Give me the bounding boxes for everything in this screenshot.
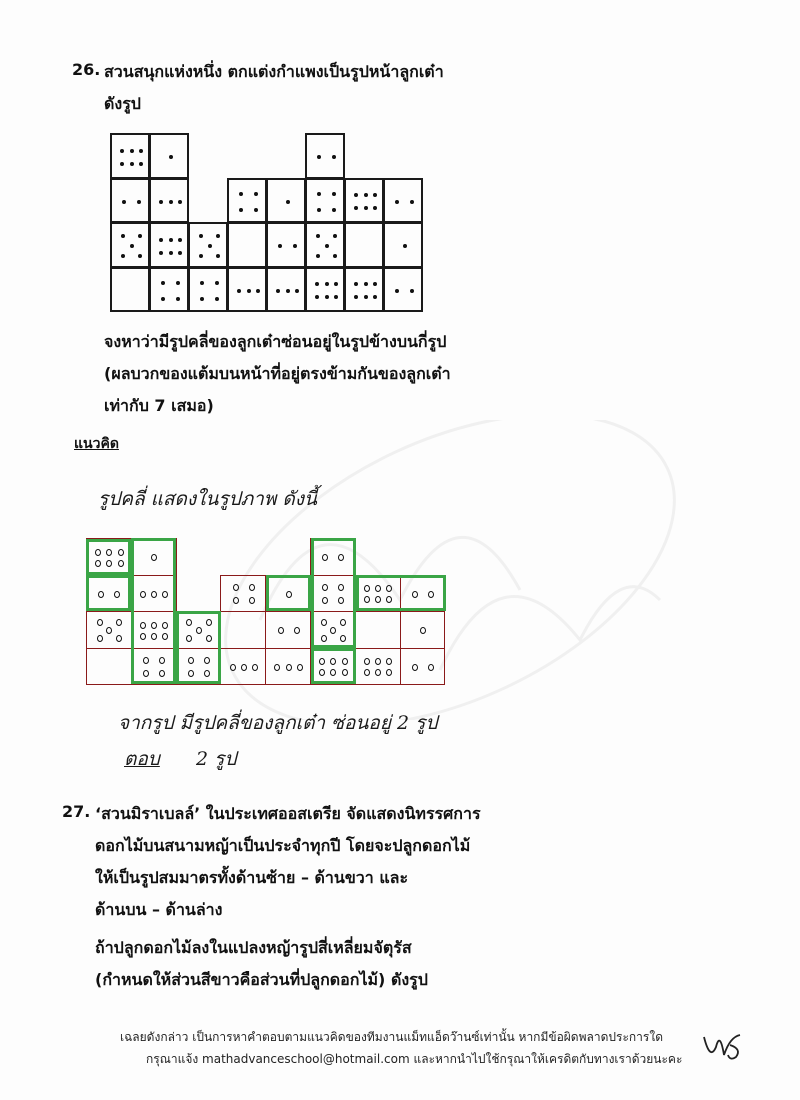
- dice-cell: [265, 611, 311, 649]
- dice-pip: [286, 289, 290, 293]
- dice-pip: [215, 297, 219, 301]
- dice-pip: [354, 206, 358, 210]
- dice-cell: [227, 267, 267, 313]
- dice-pip: [199, 254, 203, 258]
- dice-pip: [286, 664, 292, 671]
- dice-pip: [354, 295, 358, 299]
- dice-pip: [333, 254, 337, 258]
- dice-cell: [383, 222, 423, 268]
- dice-pip: [178, 200, 182, 204]
- dice-pip: [295, 289, 299, 293]
- dice-pip: [178, 238, 182, 242]
- solution-conclusion: จากรูป มีรูปคลี่ของลูกเต๋า ซ่อนอยู่ 2 รูป: [118, 712, 438, 734]
- dice-cell: [355, 611, 401, 649]
- dice-pip: [332, 208, 336, 212]
- dice-cell: [227, 178, 267, 224]
- dice-cell: [86, 611, 132, 649]
- dice-pip: [233, 584, 239, 591]
- dice-pip: [325, 295, 329, 299]
- question-26-number: 26.: [72, 60, 101, 79]
- dice-pip: [200, 281, 204, 285]
- dice-pip: [120, 162, 124, 166]
- dice-pip: [276, 289, 280, 293]
- dice-pip: [237, 289, 241, 293]
- dice-pip: [286, 200, 290, 204]
- dice-pip: [139, 162, 143, 166]
- dice-pip: [254, 192, 258, 196]
- answer-label: ตอบ: [124, 748, 160, 770]
- dice-pip: [159, 200, 163, 204]
- dice-pip: [130, 244, 134, 248]
- dice-pip: [274, 664, 280, 671]
- dice-pip: [316, 254, 320, 258]
- dice-pip: [364, 669, 370, 676]
- handwritten-initials: [700, 1025, 760, 1065]
- dice-cell: [400, 611, 446, 649]
- dice-cell: [220, 575, 266, 613]
- question-27-text-line1: ‘สวนมิราเบลล์’ ในประเทศออสเตรีย จัดแสดงนิทรรศการ: [95, 804, 481, 823]
- dice-pip: [106, 627, 112, 634]
- dice-cell: [265, 648, 311, 686]
- solution-heading: แนวคิด: [74, 436, 119, 452]
- dice-pip: [169, 238, 173, 242]
- dice-pip: [159, 238, 163, 242]
- dice-pip: [239, 192, 243, 196]
- dice-pip: [420, 627, 426, 634]
- dice-pip: [208, 244, 212, 248]
- dice-cell: [220, 611, 266, 649]
- dice-pip: [120, 149, 124, 153]
- question-27-text-line6: (กำหนดให้ส่วนสีขาวคือส่วนที่ปลูกดอกไม้) ดังรูป: [95, 970, 428, 989]
- question-26-prompt-line2: (ผลบวกของแต้มบนหน้าที่อยู่ตรงข้ามกันของลูกเต๋า: [104, 364, 451, 383]
- dice-cell: [305, 267, 345, 313]
- dice-cell: [149, 133, 189, 179]
- net-outline: [176, 611, 221, 684]
- dice-pip: [241, 664, 247, 671]
- net-outline: [311, 538, 356, 648]
- dice-pip: [373, 193, 377, 197]
- footer-disclaimer-line2: กรุณาแจ้ง mathadvanceschool@hotmail.com และหากนำไปใช้กรุณาให้เครดิตกับทางเราด้วยนะคะ: [146, 1052, 683, 1066]
- dice-pip: [364, 658, 370, 665]
- dice-pip: [121, 254, 125, 258]
- dice-pip: [373, 282, 377, 286]
- footer-disclaimer-line1: เฉลยดังกล่าว เป็นการหาคำตอบตามแนวคิดของทีมงานแม็ทแอ็ดว๊านซ์เท่านั้น หากมีข้อผิดพลาดประการใด: [120, 1030, 663, 1044]
- dice-pip: [395, 200, 399, 204]
- dice-pip: [116, 619, 122, 626]
- dice-pip: [325, 282, 329, 286]
- dice-pip: [199, 234, 203, 238]
- dice-pip: [252, 664, 258, 671]
- dice-cell: [110, 178, 150, 224]
- dice-pip: [216, 254, 220, 258]
- dice-cell: [188, 267, 228, 313]
- net-outline: [131, 538, 176, 684]
- dice-cell: [383, 267, 423, 313]
- dice-pip: [403, 244, 407, 248]
- dice-pip: [116, 635, 122, 642]
- question-26-prompt-line3: เท่ากับ 7 เสมอ): [104, 396, 214, 415]
- dice-pip: [161, 297, 165, 301]
- dice-pip: [169, 200, 173, 204]
- dice-pip: [176, 281, 180, 285]
- dice-pip: [249, 584, 255, 591]
- dice-pip: [278, 244, 282, 248]
- question-26-text-line2: ดังรูป: [104, 94, 141, 113]
- dice-pip: [138, 234, 142, 238]
- question-27-text-line5: ถ้าปลูกดอกไม้ลงในแปลงหญ้ารูปสี่เหลี่ยมจัตุรัส: [95, 938, 412, 957]
- dice-pip: [97, 635, 103, 642]
- net-outline: [311, 648, 356, 684]
- dice-pip: [332, 155, 336, 159]
- question-27-text-line3: ให้เป็นรูปสมมาตรทั้งด้านซ้าย – ด้านขวา และ: [95, 868, 409, 887]
- dice-pip: [317, 192, 321, 196]
- dice-pip: [121, 234, 125, 238]
- dice-cell: [344, 267, 384, 313]
- dice-cell: [266, 267, 306, 313]
- dice-pip: [410, 289, 414, 293]
- dice-pip: [139, 149, 143, 153]
- dice-pip: [375, 669, 381, 676]
- dice-cell: [149, 178, 189, 224]
- dice-pip: [293, 244, 297, 248]
- dice-pip: [176, 297, 180, 301]
- dice-pip: [334, 295, 338, 299]
- solution-note: รูปคลี่ แสดงในรูปภาพ ดังนี้: [98, 488, 318, 510]
- dice-cell: [110, 222, 150, 268]
- dice-pip: [315, 282, 319, 286]
- dice-cell: [86, 648, 132, 686]
- dice-pip: [317, 155, 321, 159]
- dice-pip: [317, 208, 321, 212]
- dice-cell: [305, 133, 345, 179]
- dice-pip: [375, 658, 381, 665]
- dice-cell: [227, 222, 267, 268]
- question-26-text-line1: สวนสนุกแห่งหนึ่ง ตกแต่งกำแพงเป็นรูปหน้าลูกเต๋า: [104, 62, 444, 81]
- dice-cell: [383, 178, 423, 224]
- dice-pip: [325, 244, 329, 248]
- question-27-text-line4: ด้านบน – ด้านล่าง: [95, 900, 223, 919]
- dice-pip: [130, 149, 134, 153]
- dice-cell: [344, 178, 384, 224]
- dice-pip: [294, 627, 300, 634]
- dice-cell: [305, 178, 345, 224]
- dice-pip: [428, 664, 434, 671]
- net-outline: [86, 539, 131, 575]
- dice-pip: [233, 597, 239, 604]
- dice-cell: [110, 133, 150, 179]
- dice-cell: [305, 222, 345, 268]
- dice-pip: [297, 664, 303, 671]
- dice-pip: [334, 282, 338, 286]
- answer-value: 2 รูป: [196, 748, 237, 770]
- dice-pip: [364, 295, 368, 299]
- dice-pip: [97, 619, 103, 626]
- dice-pip: [159, 251, 163, 255]
- question-27-number: 27.: [62, 802, 91, 821]
- dice-pip: [254, 208, 258, 212]
- dice-pip: [364, 206, 368, 210]
- dice-pip: [247, 289, 251, 293]
- dice-pip: [395, 289, 399, 293]
- dice-pip: [216, 234, 220, 238]
- dice-pip: [373, 206, 377, 210]
- question-27-text-line2: ดอกไม้บนสนามหญ้าเป็นประจำทุกปี โดยจะปลูกดอกไม้: [95, 836, 471, 855]
- dice-cell: [400, 648, 446, 686]
- dice-cell: [149, 267, 189, 313]
- net-outline: [266, 575, 311, 611]
- dice-pip: [315, 295, 319, 299]
- dice-cell: [344, 222, 384, 268]
- dice-pip: [161, 281, 165, 285]
- dice-pip: [122, 200, 126, 204]
- dice-cell: [188, 222, 228, 268]
- dice-pip: [178, 251, 182, 255]
- dice-pip: [316, 234, 320, 238]
- dice-cell: [110, 267, 150, 313]
- dice-pip: [137, 200, 141, 204]
- dice-pip: [332, 192, 336, 196]
- dice-pip: [138, 254, 142, 258]
- dice-pip: [256, 289, 260, 293]
- dice-pip: [354, 282, 358, 286]
- dice-cell: [355, 648, 401, 686]
- dice-pip: [278, 627, 284, 634]
- dice-pip: [386, 669, 392, 676]
- dice-pip: [364, 282, 368, 286]
- dice-pip: [412, 664, 418, 671]
- net-outline: [356, 575, 446, 611]
- dice-pip: [373, 295, 377, 299]
- dice-pip: [169, 155, 173, 159]
- dice-pip: [215, 281, 219, 285]
- dice-pip: [354, 193, 358, 197]
- question-26-prompt-line1: จงหาว่ามีรูปคลี่ของลูกเต๋าซ่อนอยู่ในรูปข้างบนกี่รูป: [104, 332, 447, 351]
- dice-cell: [266, 178, 306, 224]
- dice-pip: [130, 162, 134, 166]
- dice-pip: [386, 658, 392, 665]
- dice-pip: [169, 251, 173, 255]
- net-outline: [86, 575, 131, 611]
- dice-cell: [149, 222, 189, 268]
- dice-pip: [333, 234, 337, 238]
- dice-pip: [410, 200, 414, 204]
- dice-pip: [239, 208, 243, 212]
- dice-cell: [266, 222, 306, 268]
- dice-pip: [230, 664, 236, 671]
- dice-cell: [220, 648, 266, 686]
- dice-pip: [249, 597, 255, 604]
- dice-pip: [200, 297, 204, 301]
- dice-pip: [364, 193, 368, 197]
